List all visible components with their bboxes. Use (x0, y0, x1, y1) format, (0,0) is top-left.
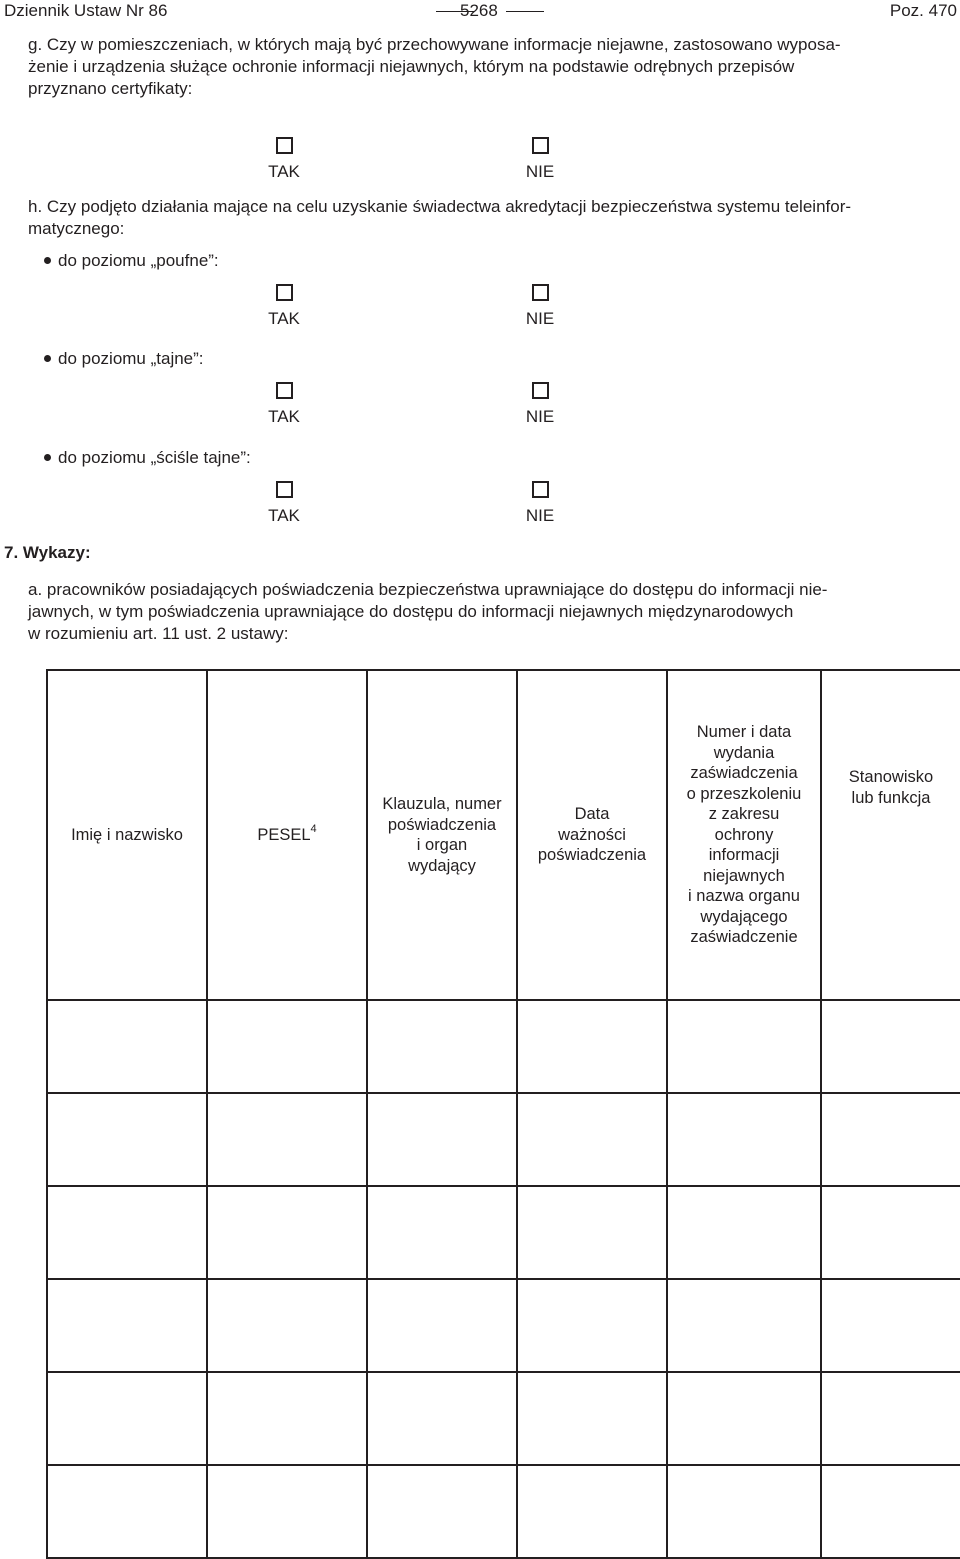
level-item-scisle-tajne (44, 447, 251, 469)
table-cell[interactable] (821, 1000, 960, 1093)
table-cell[interactable] (47, 1093, 207, 1186)
checkbox-poufne-yes[interactable] (276, 284, 293, 301)
employees-table (46, 669, 960, 1559)
column-header-name (47, 670, 207, 1000)
table-cell[interactable] (821, 1186, 960, 1279)
table-cell[interactable] (517, 1000, 667, 1093)
table-cell[interactable] (517, 1186, 667, 1279)
checkbox-scisle-tajne-no[interactable] (532, 481, 549, 498)
table-cell[interactable] (207, 1372, 367, 1465)
option-label-scisle-tajne-yes: TAK (268, 506, 300, 525)
table-cell[interactable] (517, 1372, 667, 1465)
table-cell[interactable] (47, 1186, 207, 1279)
bullet-icon (44, 355, 51, 362)
table-cell[interactable] (667, 1465, 821, 1558)
table-cell[interactable] (47, 1465, 207, 1558)
column-header-position-label: Stanowisko lub funkcja (848, 768, 934, 807)
table-cell[interactable] (207, 1279, 367, 1372)
column-header-clause (367, 670, 517, 1000)
table-cell[interactable] (367, 1093, 517, 1186)
table-cell[interactable] (367, 1000, 517, 1093)
option-label-g-yes: TAK (268, 162, 300, 181)
checkbox-g-yes[interactable] (276, 137, 293, 154)
table-cell[interactable] (821, 1372, 960, 1465)
table-cell[interactable] (667, 1000, 821, 1093)
column-header-validity-label: Data ważności poświadczenia (537, 805, 647, 865)
page-number: 5268 (460, 1, 498, 20)
table-row (47, 1093, 960, 1186)
journal-title: Dziennik Ustaw Nr 86 (4, 1, 168, 20)
dash-right-wrap (506, 0, 544, 22)
table-cell[interactable] (47, 1000, 207, 1093)
level-item-tajne (44, 348, 204, 370)
option-label-poufne-no: NIE (525, 309, 555, 328)
column-header-validity (517, 670, 667, 1000)
table-row (47, 1465, 960, 1558)
table-cell[interactable] (207, 1186, 367, 1279)
level-label-scisle-tajne: do poziomu „ściśle tajne”: (58, 448, 251, 467)
table-cell[interactable] (517, 1093, 667, 1186)
column-header-pesel (207, 670, 367, 1000)
section-h-question: h. Czy podjęto działania mające na celu uzyskanie świadectwa akredytacji bezpieczeństwa systemu teleinfor- matycznego: (28, 197, 852, 238)
column-header-position (821, 670, 960, 1000)
table-header-row (47, 670, 960, 1000)
table-cell[interactable] (667, 1093, 821, 1186)
bullet-icon (44, 454, 51, 461)
column-header-training (667, 670, 821, 1000)
section-g-question: g. Czy w pomieszczeniach, w których mają być przechowywane informacje niejawne, zastosowano wyposa- żenie i urządzenia służące ochronie informacji niejawnych, którym na podstawie odrębnych przepisów przyznano certyfikaty: (28, 35, 841, 98)
table-row (47, 1000, 960, 1093)
table-cell[interactable] (207, 1465, 367, 1558)
column-header-clause-label: Klauzula, numer poświadczenia i organ wydający (382, 795, 502, 875)
table-cell[interactable] (821, 1093, 960, 1186)
footnote-marker: 4 (310, 822, 317, 835)
table-row (47, 1279, 960, 1372)
section-7-heading: 7. Wykazy: (4, 543, 91, 562)
table-cell[interactable] (517, 1465, 667, 1558)
table-cell[interactable] (517, 1279, 667, 1372)
bullet-icon (44, 257, 51, 264)
checkbox-poufne-no[interactable] (532, 284, 549, 301)
table-cell[interactable] (821, 1279, 960, 1372)
column-header-name-label: Imię i nazwisko (71, 825, 183, 844)
position-label: Poz. 470 (889, 1, 957, 20)
table-cell[interactable] (367, 1186, 517, 1279)
table-cell[interactable] (667, 1279, 821, 1372)
table-cell[interactable] (821, 1465, 960, 1558)
checkbox-g-no[interactable] (532, 137, 549, 154)
option-label-tajne-no: NIE (525, 407, 555, 426)
option-label-scisle-tajne-no: NIE (525, 506, 555, 525)
table-row (47, 1186, 960, 1279)
checkbox-tajne-yes[interactable] (276, 382, 293, 399)
table-cell[interactable] (367, 1465, 517, 1558)
level-label-poufne: do poziomu „poufne”: (58, 251, 219, 270)
checkbox-tajne-no[interactable] (532, 382, 549, 399)
table-cell[interactable] (207, 1000, 367, 1093)
checkbox-scisle-tajne-yes[interactable] (276, 481, 293, 498)
section-7a-text: a. pracowników posiadających poświadczenia bezpieczeństwa uprawniające do dostępu do informacji nie- jawnych, w tym poświadczenia uprawniające do dostępu do informacji niejawnych międzynarodowych w rozumieniu art. 11 ust. 2 ustawy: (28, 580, 828, 643)
table-cell[interactable] (47, 1279, 207, 1372)
table-row (47, 1372, 960, 1465)
dash-right (506, 11, 544, 12)
option-label-tajne-yes: TAK (268, 407, 300, 426)
table-cell[interactable] (667, 1372, 821, 1465)
table-cell[interactable] (47, 1372, 207, 1465)
level-label-tajne: do poziomu „tajne”: (58, 349, 204, 368)
table-cell[interactable] (367, 1279, 517, 1372)
level-item-poufne (44, 250, 219, 272)
column-header-training-label: Numer i data wydania zaświadczenia o przeszkoleniu z zakresu ochrony informacji niejawnych i nazwa organu wydającego zaświadczenie (686, 723, 802, 947)
table-cell[interactable] (667, 1186, 821, 1279)
table-cell[interactable] (367, 1372, 517, 1465)
table-cell[interactable] (207, 1093, 367, 1186)
option-label-poufne-yes: TAK (268, 309, 300, 328)
option-label-g-no: NIE (525, 162, 555, 181)
column-header-pesel-label: PESEL (257, 825, 311, 844)
